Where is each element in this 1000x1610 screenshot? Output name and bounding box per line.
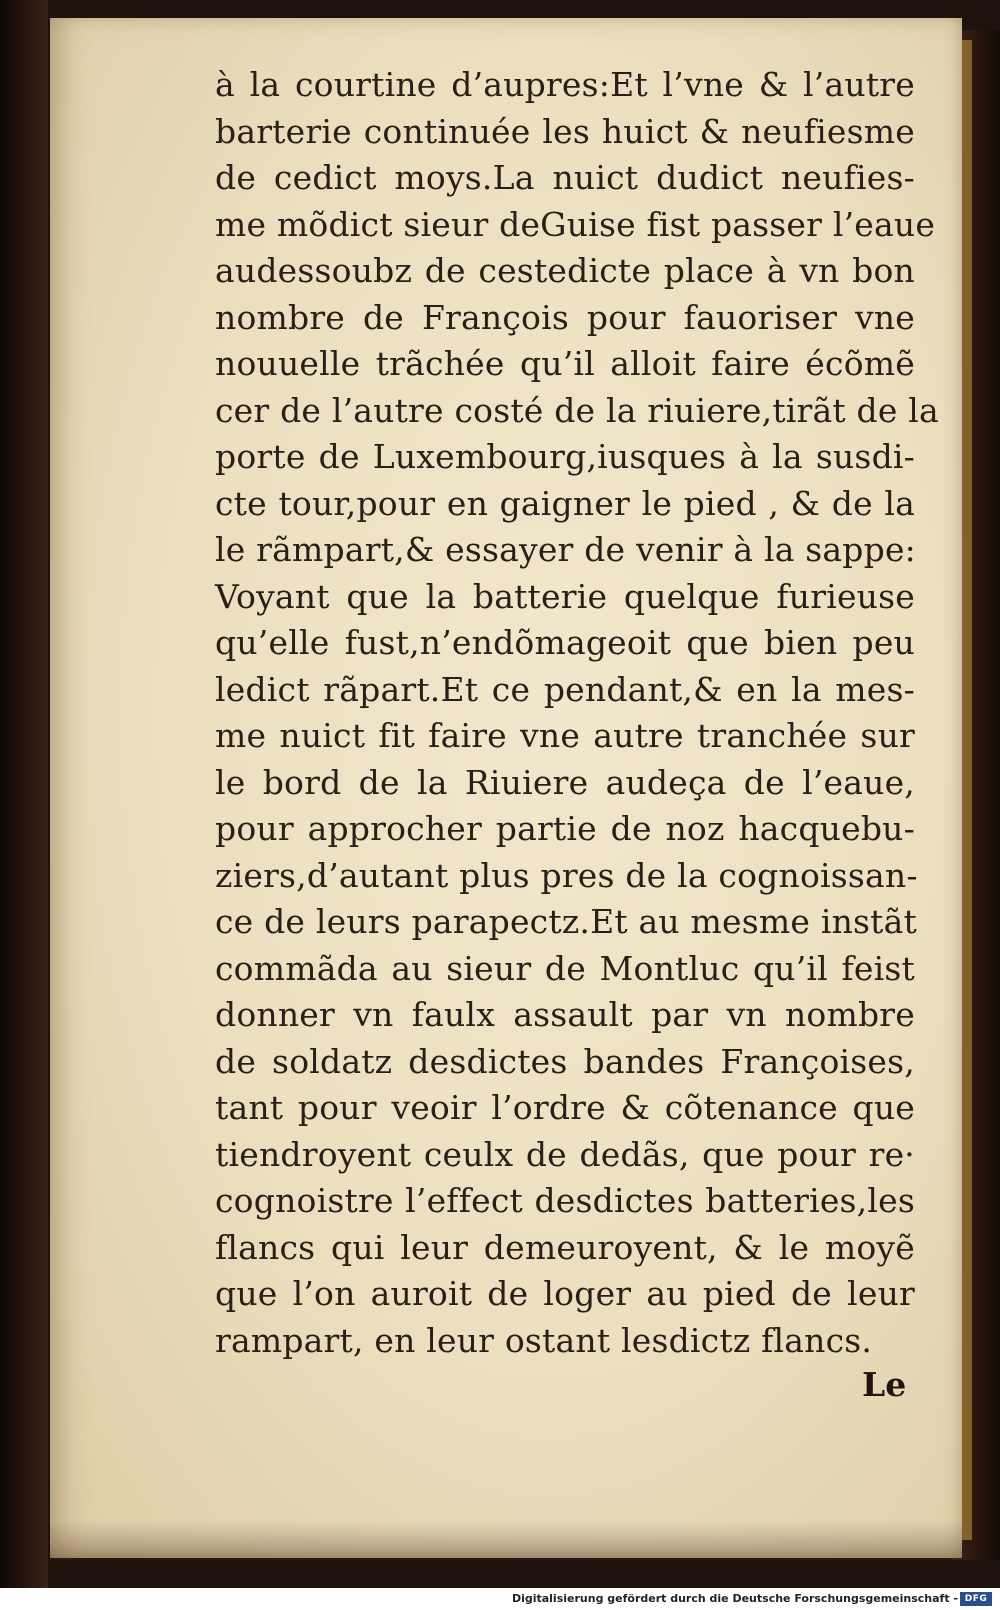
text-line: Voyant que la batterie quelque furieuse	[215, 576, 915, 616]
book-spine-edge	[0, 0, 48, 1588]
text-line: ziers,d’autant plus pres de la cognoissan-	[215, 855, 918, 895]
fore-edge-gilding	[962, 40, 972, 1540]
text-line: ledict rãpart.Et ce pendant,& en la mes-	[215, 669, 915, 709]
text-line: audessoubz de cestedicte place à vn bon	[215, 251, 915, 290]
text-line: nombre de François pour fauoriser vne	[215, 297, 915, 337]
page-bottom-shadow	[50, 1520, 962, 1560]
text-line: tant pour veoir l’ordre & cõtenance que	[215, 1088, 915, 1127]
text-line: le rãmpart,& essayer de venir à la sappe:	[215, 530, 916, 569]
text-line: flancs qui leur demeuroyent, & le moyẽ	[215, 1227, 915, 1267]
text-line: qu’elle fust,n’endõmageoit que bien peu	[215, 623, 915, 662]
text-line: donner vn faulx assault par vn nombre	[215, 995, 915, 1034]
catchword: Le	[862, 1365, 907, 1404]
text-line: le bord de la Riuiere audeça de l’eaue,	[215, 762, 915, 802]
text-line: cer de l’autre costé de la riuiere,tirãt de la	[215, 390, 939, 430]
text-line: barterie continuée les huict & neufiesme	[215, 111, 915, 151]
page-text-block	[215, 62, 939, 1364]
text-line: que l’on auroit de loger au pied de leur	[215, 1274, 915, 1313]
text-line: tiendroyent ceulx de dedãs, que pour re·	[215, 1134, 915, 1174]
text-line: cte tour,pour en gaigner le pied , & de la	[215, 483, 915, 523]
text-line: rampart, en leur ostant lesdictz flancs.	[215, 1320, 873, 1360]
text-line: ce de leurs parapectz.Et au mesme instãt	[215, 902, 917, 941]
text-line: me nuict fit faire vne autre tranchée sur	[215, 716, 915, 755]
text-line: commãda au sieur de Montluc qu’il feist	[215, 948, 915, 988]
text-line: de cedict moys.La nuict dudict neufies-	[215, 158, 915, 197]
text-line: porte de Luxembourg,iusques à la susdi-	[215, 437, 915, 476]
text-line: nouuelle trãchée qu’il alloit faire écõmẽ	[215, 344, 915, 383]
text-line: à la courtine d’aupres:Et l’vne & l’autre	[215, 65, 915, 104]
dfg-logo: DFG	[960, 1592, 992, 1606]
text-line: cognoistre l’effect desdictes batteries,les	[215, 1181, 915, 1220]
footer-credit: Digitalisierung gefördert durch die Deutsche Forschungsgemeinschaft -	[511, 1592, 958, 1605]
text-line: de soldatz desdictes bandes Françoises,	[215, 1041, 915, 1081]
text-line: me mõdict sieur deGuise fist passer l’eaue	[215, 204, 936, 244]
text-line: pour approcher partie de noz hacquebu-	[215, 809, 915, 848]
